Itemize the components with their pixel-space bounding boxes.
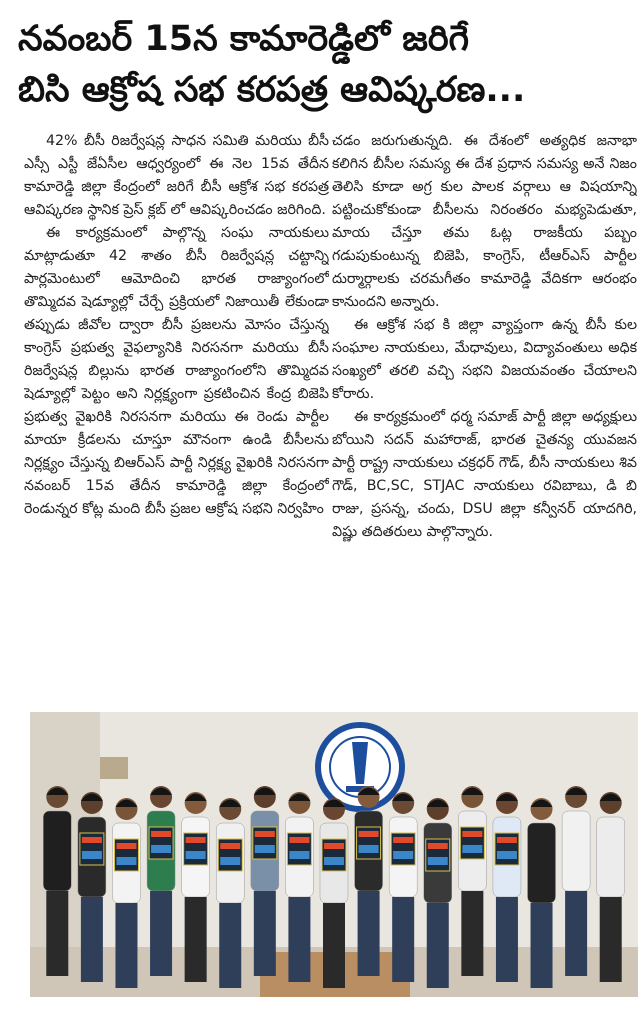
pamphlet — [218, 839, 242, 871]
person — [147, 786, 175, 976]
pamphlet — [357, 827, 381, 859]
article-column-2 — [332, 130, 637, 732]
person-legs — [46, 891, 68, 976]
person — [78, 792, 106, 982]
article-column-1 — [24, 130, 329, 732]
person — [597, 792, 625, 982]
pamphlet — [322, 839, 346, 871]
headline-line-2: బిసి ఆక్రోష సభ కరపత్ర ఆవిష్కరణ... — [18, 70, 526, 110]
person — [355, 786, 383, 976]
person-legs — [219, 903, 241, 988]
person — [285, 792, 313, 982]
person-body — [528, 823, 556, 903]
person — [182, 792, 210, 982]
person-legs — [392, 897, 414, 982]
person-legs — [358, 891, 380, 976]
person-body — [597, 817, 625, 897]
person — [458, 786, 486, 976]
person — [493, 792, 521, 982]
article-paragraph: చడం జరుగుతున్నది. ఈ దేశంలో అత్యధిక జనాభా కలిగిన బీసీల సమస్య ఈ దేశ ప్రధాన సమస్య అనే నిజం తెలిసి కూడా అగ్ర కుల పాలక వర్గాలు ఆ విషయాన్ని పట్టించుకోకుండా బీసీలను నిరంతరం మభ్యపెడుతూ, మాయ చేస్తూ తమ ఓట్ల రాజకీయ పబ్బం గడుపుకుంటున్న బిజెపి, కాంగ్రెస్, టీఆర్ఎస్ పార్టీల దుర్మార్గాలకు చరమగీతం కామారెడ్డి వేదికగా ఆరంభం కానుందని అన్నారు. — [332, 133, 637, 310]
person-legs — [254, 891, 276, 976]
person-legs — [461, 891, 483, 976]
pamphlet — [149, 827, 173, 859]
person-legs — [565, 891, 587, 976]
person — [216, 798, 244, 988]
pamphlet — [114, 839, 138, 871]
pamphlet — [184, 833, 208, 865]
wall-frame — [100, 757, 128, 779]
person-legs — [288, 897, 310, 982]
pamphlet — [495, 833, 519, 865]
person-legs — [81, 897, 103, 982]
headline-line-1: నవంబర్ 15న కామారెడ్డిలో జరిగే — [18, 19, 469, 59]
person — [320, 798, 348, 988]
person — [389, 792, 417, 982]
person-legs — [496, 897, 518, 982]
person — [424, 798, 452, 988]
person — [251, 786, 279, 976]
person-legs — [531, 903, 553, 988]
people-group — [43, 786, 624, 988]
pamphlet — [460, 827, 484, 859]
pamphlet — [253, 827, 277, 859]
pamphlet — [391, 833, 415, 865]
headline — [18, 14, 628, 116]
article-paragraph: 42% బీసీ రిజర్వేషన్ల సాధన సమితి మరియు బీసీ ఎస్సీ ఎస్టీ జేఏసీల ఆధ్వర్యంలో ఈ నెల 15వ తేదీన కామారెడ్డి జిల్లా కేంద్రంలో జరిగే బీసీ ఆక్రోశ సభ కరపత్ర ఆవిష్కరణ స్థానిక ప్రెస్ క్లబ్ లో ఆవిష్కరించడం జరిగింది. — [24, 133, 329, 218]
article-paragraph: ఈ ఆక్రోశ సభ కి జిల్లా వ్యాప్తంగా ఉన్న బీసీ కుల సంఘాల నాయకులు, మేధావులు, విద్యావంతులు అధిక సంఖ్యలో తరలి వచ్చి సభని విజయవంతం చేయాలని కోరారు. — [332, 317, 637, 402]
person-body — [43, 811, 71, 891]
group-photo — [30, 712, 638, 997]
person-legs — [115, 903, 137, 988]
person — [43, 786, 71, 976]
person — [528, 798, 556, 988]
article-paragraph: ఈ కార్యక్రమంలో ధర్మ సమాజ్ పార్టీ జిల్లా అధ్యక్షులు బోయిని సదన్ మహారాజ్, భారత చైతన్య యువజన పార్టీ రాష్ట్ర నాయకులు చక్రధర్ గౌడ్, బీసీ నాయకులు శివ గౌడ్, BC,SC, STJAC నాయకులు రవిబాబు, డి బి రాజు, ప్రసన్న, చందు, DSU జిల్లా కన్వీనర్ యాదగిరి, విష్ణు తదితరులు పాల్గొన్నారు. — [332, 409, 637, 540]
person-legs — [150, 891, 172, 976]
person-legs — [427, 903, 449, 988]
person-legs — [323, 903, 345, 988]
article-paragraph: ఈ కార్యక్రమంలో పాల్గొన్న సంఘ నాయకులు మాట్లాడుతూ 42 శాతం బీసీ రిజర్వేషన్ల చట్టాన్ని పార్లమెంటులో ఆమోదించి భారత రాజ్యాంగంలో తొమ్మిదవ షెడ్యూల్లో చేర్చే ప్రక్రియలో నిజాయితీ లేకుండా తప్పుడు జీవోల ద్వారా బీసీ ప్రజలను మోసం చేస్తున్న కాంగ్రెస్ ప్రభుత్వ వైఫల్యానికి నిరసనగా మరియు బీసీ రిజర్వేషన్ల బిల్లును భారత రాజ్యాంగంలోని తొమ్మిదవ షెడ్యూల్లో పెట్టం అని నిర్లక్ష్యంగా ప్రకటించిన కేంద్ర బిజెపి ప్రభుత్వ వైఖరికి నిరసనగా మరియు ఈ రెండు పార్టీల మాయా క్రీడలను చూస్తూ మౌనంగా ఉండి బీసీలను నిర్లక్ష్యం చేస్తున్న బిఆర్ఎస్ పార్టీ నిర్లక్ష్య వైఖరికి నిరసనగా నవంబర్ 15వ తేదీన కామారెడ్డి జిల్లా కేంద్రంలో రెండున్నర కోట్ల మంది బీసీ ప్రజల ఆక్రోష సభని నిర్వహిం — [24, 225, 329, 517]
group-photo-illustration — [30, 712, 638, 997]
person-legs — [185, 897, 207, 982]
pamphlet — [80, 833, 104, 865]
person — [562, 786, 590, 976]
person — [112, 798, 140, 988]
pamphlet — [426, 839, 450, 871]
pamphlet — [287, 833, 311, 865]
person-legs — [600, 897, 622, 982]
person-body — [562, 811, 590, 891]
